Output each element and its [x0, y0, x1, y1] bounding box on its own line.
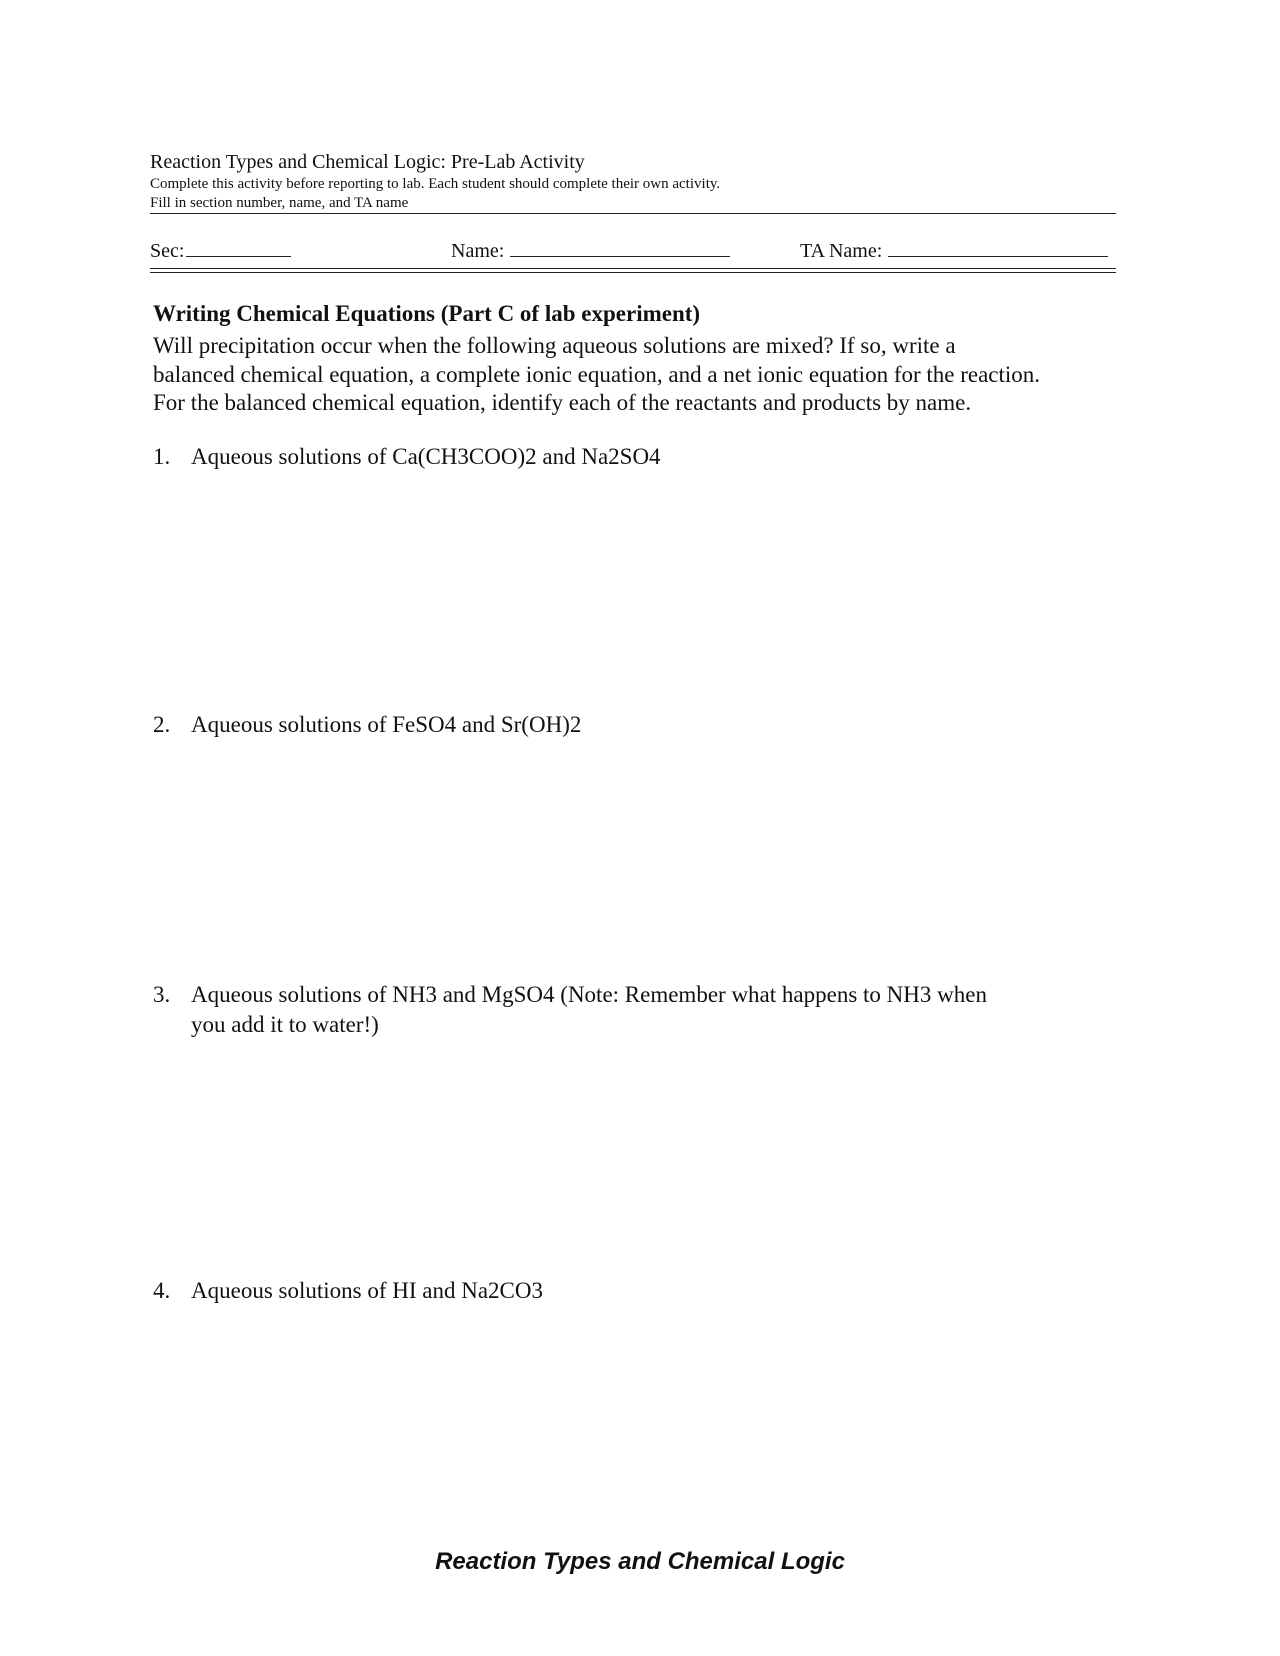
- ta-name-field: [800, 238, 1108, 263]
- question-line: Aqueous solutions of FeSO4 and Sr(OH)2: [191, 712, 582, 737]
- instruction-line: Will precipitation occur when the following aqueous solutions are mixed? If so, write a: [153, 333, 956, 358]
- question-line: Aqueous solutions of NH3 and MgSO4 (Note: Remember what happens to NH3 when: [191, 982, 987, 1007]
- name-field: [451, 238, 730, 263]
- ta-name-label: TA Name:: [800, 240, 883, 262]
- header-divider: [150, 268, 1116, 273]
- question-number: 3.: [153, 982, 171, 1007]
- fill-in-instruction: Fill in section number, name, and TA name: [150, 194, 1116, 214]
- name-label: Name:: [451, 240, 505, 262]
- section-instructions: [153, 332, 1128, 418]
- worksheet-subtitle: Complete this activity before reporting to lab. Each student should complete their own activity.: [150, 176, 721, 192]
- page-footer: Reaction Types and Chemical Logic: [435, 1548, 845, 1575]
- question-number: 4.: [153, 1278, 171, 1303]
- question-line: you add it to water!): [191, 1012, 379, 1037]
- question-text: [191, 442, 1091, 472]
- instruction-line: balanced chemical equation, a complete ionic equation, and a net ionic equation for the reaction.: [153, 361, 1041, 387]
- question-text: [191, 710, 1091, 740]
- section-field: [150, 238, 291, 263]
- section-blank[interactable]: [186, 238, 291, 257]
- question-line: Aqueous solutions of Ca(CH3COO)2 and Na2SO4: [191, 444, 661, 469]
- question-line: Aqueous solutions of HI and Na2CO3: [191, 1278, 543, 1303]
- ta-name-blank[interactable]: [888, 238, 1108, 257]
- section-label: Sec:: [150, 240, 185, 262]
- section-heading: Writing Chemical Equations (Part C of lab experiment): [153, 301, 701, 326]
- name-blank[interactable]: [510, 238, 730, 257]
- question-text: [191, 1276, 1091, 1306]
- worksheet-title: Reaction Types and Chemical Logic: Pre-Lab Activity: [150, 151, 585, 173]
- question-text: [191, 980, 1091, 1040]
- question-number: 1.: [153, 444, 171, 469]
- instruction-line: For the balanced chemical equation, identify each of the reactants and products by name.: [153, 390, 972, 415]
- question-number: 2.: [153, 712, 171, 737]
